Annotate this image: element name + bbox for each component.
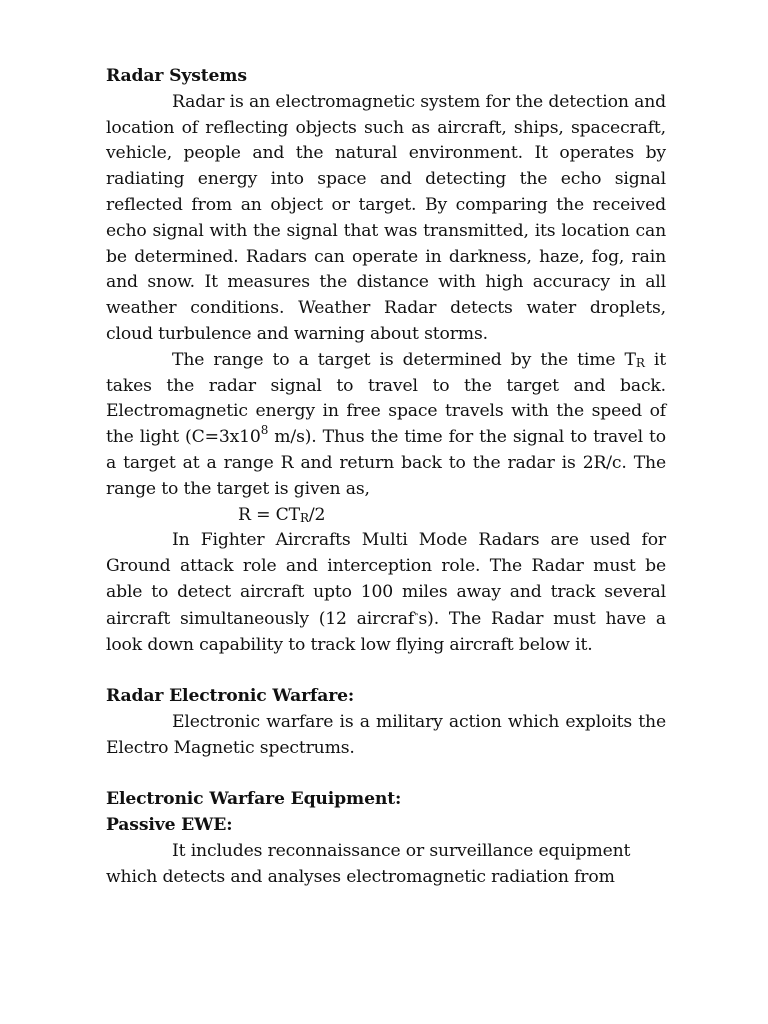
text-run: m/s). Thus the time for the signal to travel to a target at a range R and return back to the radar is 2R/c. The range to the target is given as,	[106, 427, 666, 499]
section-heading-ew-equipment: Electronic Warfare Equipment:	[106, 789, 402, 810]
blank-line	[106, 762, 666, 788]
subscript: R	[635, 355, 645, 370]
quote-mark: ‟	[414, 612, 419, 623]
paragraph-radar-range	[106, 348, 666, 503]
superscript: 8	[260, 423, 269, 438]
paragraph-passive-ewe: It includes reconnaissance or surveillance equipment which detects and analyses electromagnetic radiation from	[106, 840, 631, 887]
document-page	[106, 64, 666, 891]
text-run: it takes the radar signal to travel to the target and back. Electromagnetic energy in free space travels with the speed of the light (C=3x10	[106, 349, 667, 448]
formula-text: R = CT	[238, 504, 300, 525]
range-formula	[106, 503, 666, 529]
formula-text: /2	[308, 504, 326, 525]
section-heading-radar-systems: Radar Systems	[106, 66, 247, 86]
paragraph-electronic-warfare: Electronic warfare is a military action which exploits the Electro Magnetic spectrums.	[106, 711, 666, 758]
paragraph-fighter-radars	[106, 528, 666, 658]
blank-line	[106, 658, 666, 684]
section-heading-electronic-warfare: Radar Electronic Warfare:	[106, 686, 355, 707]
text-run: In Fighter Aircrafts Multi Mode Radars are used for Ground attack role and interception role. The Radar must be able to detect aircraft upto 100 miles away and track several aircraft simultaneously (12 aircraf	[106, 530, 666, 629]
text-run: The range to a target is determined by the time T	[172, 349, 636, 370]
subheading-passive-ewe: Passive EWE:	[106, 815, 233, 836]
text-run: s). The Radar must have a look down capability to track low flying aircraft below it.	[106, 608, 667, 655]
paragraph-radar-definition: Radar is an electromagnetic system for the detection and location of reflecting objects such as aircraft, ships, spacecraft, vehicle, people and the natural environment. It operates by radiating energy into space and detecting the echo signal reflected from an object or target. By comparing the received echo signal with the signal that was transmitted, its location can be determined. Radars can operate in darkness, haze, fog, rain and snow. It measures the distance with high accuracy in all weather conditions. Weather Radar detects water droplets, cloud turbulence and warning about storms.	[106, 91, 666, 344]
formula-subscript: R	[299, 510, 309, 525]
